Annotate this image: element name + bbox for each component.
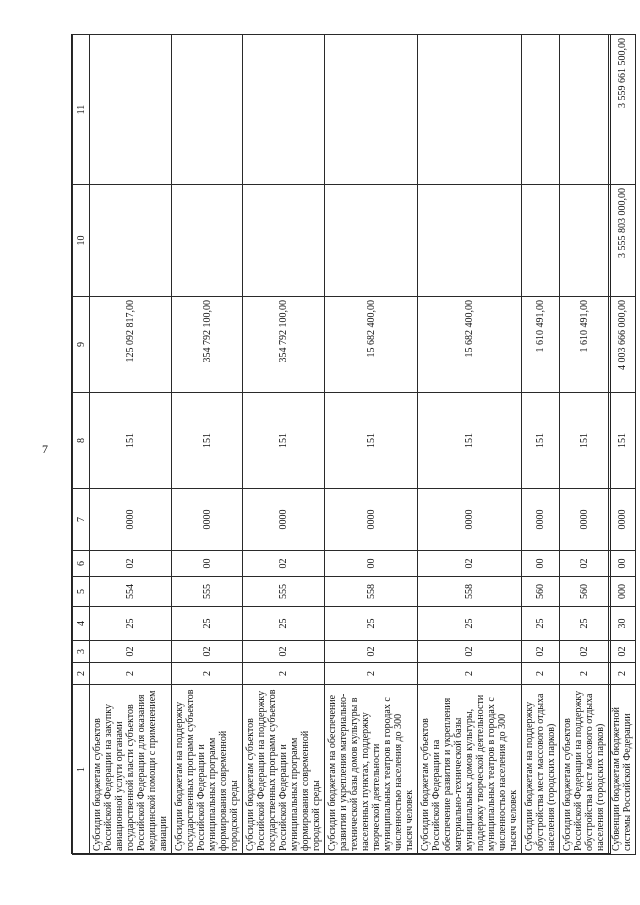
row-cell: [325, 185, 418, 297]
row-cell: [243, 35, 325, 185]
row-description: Субсидии бюджетам на обеспечение развития и укрепления материально-технической базы домов культуры в населенных пунктах, поддержку творческой деятельности муниципальных театров в городах с численностью населения до 300 тысяч человек: [325, 685, 418, 855]
row-cell: 0000: [172, 489, 243, 551]
row-cell: 25: [172, 607, 243, 641]
row-cell: 0000: [522, 489, 560, 551]
col-header: 11: [73, 35, 90, 185]
table-row: [172, 35, 243, 855]
row-cell: 02: [418, 641, 522, 663]
col-header: 2: [73, 663, 90, 685]
row-cell: 354 792 100,00: [172, 297, 243, 393]
row-cell: 02: [560, 551, 609, 577]
row-cell: 15 682 400,00: [325, 297, 418, 393]
row-cell: 151: [172, 393, 243, 489]
row-cell: 00: [522, 551, 560, 577]
row-cell: 0000: [243, 489, 325, 551]
row-cell: [522, 35, 560, 185]
row-cell: 2: [172, 663, 243, 685]
row-cell: 555: [243, 577, 325, 607]
row-cell: [172, 185, 243, 297]
row-cell: 02: [609, 641, 636, 663]
col-header: 1: [73, 685, 90, 855]
col-header: 5: [73, 577, 90, 607]
row-cell: 25: [560, 607, 609, 641]
row-cell: 25: [243, 607, 325, 641]
row-cell: 0000: [90, 489, 172, 551]
row-cell: 02: [172, 641, 243, 663]
row-description: Субсидии бюджетам на поддержку государственных программ субъектов Российской Федерации и муниципальных программ формирования современной городской среды: [172, 685, 243, 855]
row-cell: 1 610 491,00: [560, 297, 609, 393]
row-cell: 3 555 803 000,00: [609, 185, 636, 297]
row-cell: 2: [90, 663, 172, 685]
row-description: Субсидии бюджетам субъектов Российской Федерации на обеспечение развития и укрепления материально-технической базы муниципальных домов культуры, поддержку творческой деятельности муниципальных театров в городах с численностью населения до 300 тысяч человек: [418, 685, 522, 855]
row-cell: 3 559 661 500,00: [609, 35, 636, 185]
row-cell: [90, 185, 172, 297]
table-row: [243, 35, 325, 855]
row-cell: 2: [560, 663, 609, 685]
row-description: Субсидии бюджетам субъектов Российской Федерации на поддержку обустройства мест массового отдыха населения (городских парков): [560, 685, 609, 855]
table-row: [560, 35, 609, 855]
row-cell: 555: [172, 577, 243, 607]
row-cell: 558: [418, 577, 522, 607]
budget-table-container: [71, 34, 633, 854]
row-cell: 000: [609, 577, 636, 607]
table-row: [418, 35, 522, 855]
row-cell: 2: [418, 663, 522, 685]
row-cell: 02: [243, 551, 325, 577]
row-cell: 1 610 491,00: [522, 297, 560, 393]
rotated-table: [72, 35, 633, 855]
row-cell: 02: [560, 641, 609, 663]
row-cell: 02: [325, 641, 418, 663]
row-cell: 125 092 817,00: [90, 297, 172, 393]
row-cell: 151: [560, 393, 609, 489]
row-cell: [325, 35, 418, 185]
col-header: 10: [73, 185, 90, 297]
row-cell: 02: [90, 641, 172, 663]
col-header: 9: [73, 297, 90, 393]
table-row: [609, 35, 636, 855]
col-header: 7: [73, 489, 90, 551]
col-header: 3: [73, 641, 90, 663]
row-cell: 0000: [325, 489, 418, 551]
row-cell: 25: [90, 607, 172, 641]
row-cell: 25: [325, 607, 418, 641]
row-cell: 00: [325, 551, 418, 577]
row-cell: 2: [243, 663, 325, 685]
row-cell: 25: [522, 607, 560, 641]
row-cell: 560: [522, 577, 560, 607]
row-cell: 00: [172, 551, 243, 577]
row-cell: 554: [90, 577, 172, 607]
col-header: 8: [73, 393, 90, 489]
row-cell: 2: [609, 663, 636, 685]
row-description: Субсидии бюджетам субъектов Российской Федерации на закупку авиационной услуги органами государственной власти субъектов Российской Федерации для оказания медицинской помощи с применением авиации: [90, 685, 172, 855]
row-cell: [90, 35, 172, 185]
row-cell: 00: [609, 551, 636, 577]
row-cell: 151: [243, 393, 325, 489]
row-description: Субсидии бюджетам на поддержку обустройства мест массового отдыха населения (городских парков): [522, 685, 560, 855]
row-cell: [560, 185, 609, 297]
budget-table: [72, 34, 636, 855]
row-cell: 30: [609, 607, 636, 641]
table-row: [325, 35, 418, 855]
row-cell: [243, 185, 325, 297]
row-cell: 560: [560, 577, 609, 607]
row-cell: 354 792 100,00: [243, 297, 325, 393]
row-cell: 558: [325, 577, 418, 607]
row-cell: 02: [522, 641, 560, 663]
row-cell: [172, 35, 243, 185]
row-cell: 15 682 400,00: [418, 297, 522, 393]
row-cell: [560, 35, 609, 185]
row-cell: 02: [418, 551, 522, 577]
row-description: Субсидии бюджетам субъектов Российской Федерации на поддержку государственных программ субъектов Российской Федерации и муниципальных программ формирования современной городской среды: [243, 685, 325, 855]
row-cell: 4 003 666 000,00: [609, 297, 636, 393]
row-cell: 151: [418, 393, 522, 489]
row-cell: [522, 185, 560, 297]
row-cell: [418, 35, 522, 185]
page-number: 7: [42, 442, 48, 456]
row-cell: 02: [243, 641, 325, 663]
row-cell: [418, 185, 522, 297]
row-cell: 151: [325, 393, 418, 489]
row-cell: 0000: [418, 489, 522, 551]
row-description: Субвенции бюджетам бюджетной системы Российской Федерации: [609, 685, 636, 855]
table-row: [90, 35, 172, 855]
row-cell: 151: [522, 393, 560, 489]
col-header: 6: [73, 551, 90, 577]
row-cell: 02: [90, 551, 172, 577]
row-cell: 2: [522, 663, 560, 685]
row-cell: 0000: [609, 489, 636, 551]
header-row: [73, 35, 90, 855]
row-cell: 151: [609, 393, 636, 489]
col-header: 4: [73, 607, 90, 641]
row-cell: 2: [325, 663, 418, 685]
table-row: [522, 35, 560, 855]
row-cell: 151: [90, 393, 172, 489]
row-cell: 0000: [560, 489, 609, 551]
row-cell: 25: [418, 607, 522, 641]
